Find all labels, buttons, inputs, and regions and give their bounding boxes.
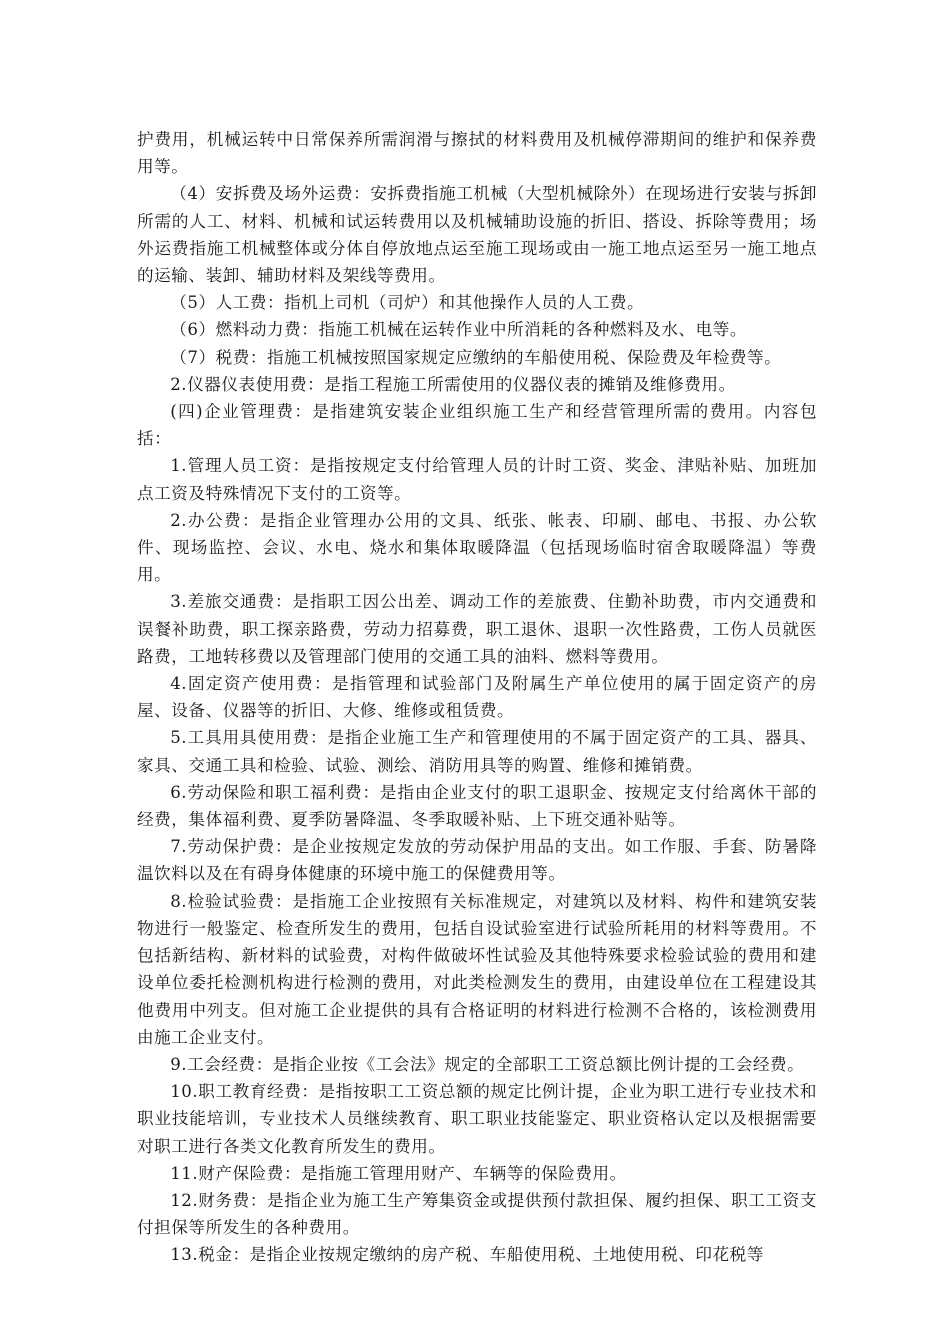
paragraph-property-insurance: 11.财产保险费：是指施工管理用财产、车辆等的保险费用。 bbox=[170, 1163, 627, 1183]
paragraph-finance-fee: 12.财务费：是指企业为施工生产筹集资金或提供预付款担保、履约担保、职工工资支付担保等所发生的各种费用。 bbox=[137, 1190, 817, 1238]
paragraph-union-fee: 9.工会经费：是指企业按《工会法》规定的全部职工工资总额比例计提的工会经费。 bbox=[170, 1054, 805, 1074]
paragraph-fixed-asset-fee: 4.固定资产使用费：是指管理和试验部门及附属生产单位使用的属于固定资产的房屋、设备、仪器等的折旧、大修、维修或租赁费。 bbox=[137, 674, 817, 721]
paragraph-continuation: 护费用，机械运转中日常保养所需润滑与擦拭的材料费用及机械停滞期间的维护和保养费用等。 bbox=[137, 130, 817, 177]
paragraph-item-4: （4）安拆费及场外运费：安拆费指施工机械（大型机械除外）在现场进行安装与拆卸所需的人工、材料、机械和试运转费用以及机械辅助设施的折旧、搭设、拆除等费用；场外运费指施工机械整体或分体自停放地点运至施工现场或由一施工地点运至另一施工地点的运输、装卸、辅助材料及架线等费用。 bbox=[137, 184, 817, 286]
paragraph-education-fee: 10.职工教育经费：是指按职工工资总额的规定比例计提，企业为职工进行专业技术和职业技能培训，专业技术人员继续教育、职工职业技能鉴定、职业资格认定以及根据需要对职工进行各类文化教育所发生的费用。 bbox=[137, 1082, 817, 1156]
paragraph-management-salary: 1.管理人员工资：是指按规定支付给管理人员的计时工资、奖金、津贴补贴、加班加点工资及特殊情况下支付的工资等。 bbox=[137, 456, 817, 503]
paragraph-office-fee: 2.办公费：是指企业管理办公用的文具、纸张、帐表、印刷、邮电、书报、办公软件、现场监控、会议、水电、烧水和集体取暖降温（包括现场临时宿舍取暖降温）等费用。 bbox=[137, 510, 817, 585]
paragraph-section-4-heading: (四)企业管理费：是指建筑安装企业组织施工生产和经营管理所需的费用。内容包括： bbox=[137, 402, 817, 449]
paragraph-item-5: （5）人工费：指机上司机（司炉）和其他操作人员的人工费。 bbox=[170, 293, 645, 313]
paragraph-inspection-fee: 8.检验试验费：是指施工企业按照有关标准规定，对建筑以及材料、构件和建筑安装物进行一般鉴定、检查所发生的费用，包括自设试验室进行试验所耗用的材料等费用。不包括新结构、新材料的试验费，对构件做破坏性试验及其他特殊要求检验试验的费用和建设单位委托检测机构进行检测的费用，对此类检测发生的费用，由建设单位在工程建设其他费用中列支。但对施工企业提供的具有合格证明的材料进行检测不合格的，该检测费用由施工企业支付。 bbox=[137, 891, 817, 1047]
paragraph-item-6: （6）燃料动力费：指施工机械在运转作业中所消耗的各种燃料及水、电等。 bbox=[170, 320, 748, 340]
paragraph-instrument-fee: 2.仪器仪表使用费：是指工程施工所需使用的仪器仪表的摊销及维修费用。 bbox=[170, 374, 736, 394]
paragraph-labor-insurance: 6.劳动保险和职工福利费：是指由企业支付的职工退职金、按规定支付给离休干部的经费，集体福利费、夏季防暑降温、冬季取暖补贴、上下班交通补贴等。 bbox=[137, 782, 817, 830]
paragraph-travel-fee: 3.差旅交通费：是指职工因公出差、调动工作的差旅费、住勤补助费，市内交通费和误餐补助费，职工探亲路费，劳动力招募费，职工退休、退职一次性路费，工伤人员就医路费，工地转移费以及管理部门使用的交通工具的油料、燃料等费用。 bbox=[137, 592, 817, 666]
paragraph-item-7: （7）税费：指施工机械按照国家规定应缴纳的车船使用税、保险费及年检费等。 bbox=[170, 347, 782, 367]
document-body bbox=[137, 126, 817, 1269]
paragraph-taxes: 13.税金：是指企业按规定缴纳的房产税、车船使用税、土地使用税、印花税等 bbox=[170, 1245, 764, 1265]
paragraph-tool-fee: 5.工具用具使用费：是指企业施工生产和管理使用的不属于固定资产的工具、器具、家具、交通工具和检验、试验、测绘、消防用具等的购置、维修和摊销费。 bbox=[137, 728, 817, 775]
paragraph-labor-protection: 7.劳动保护费：是企业按规定发放的劳动保护用品的支出。如工作服、手套、防暑降温饮料以及在有碍身体健康的环境中施工的保健费用等。 bbox=[137, 837, 817, 884]
